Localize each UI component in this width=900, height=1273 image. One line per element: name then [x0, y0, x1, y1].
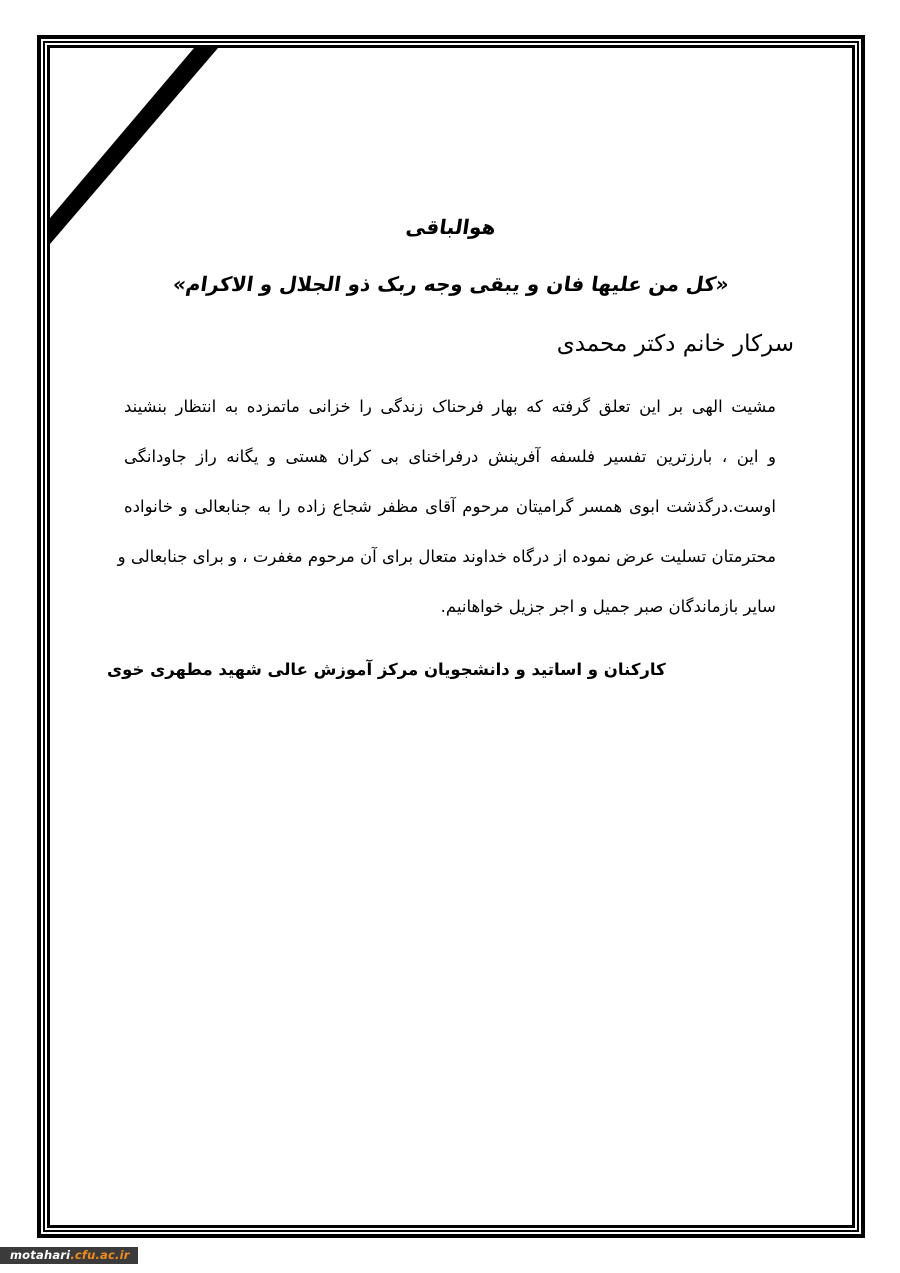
notice-content — [50, 214, 852, 1228]
mourning-frame-outer — [37, 35, 865, 1238]
body-line: محترمتان تسلیت عرض نموده از درگاه خداوند متعال برای آن مرحوم مغفرت ، و برای جنابعالی و — [117, 547, 776, 566]
body-line: مشیت الهی بر این تعلق گرفته که بهار فرحناک زندگی را خزانی ماتمزده به انتظار بنشیند — [124, 397, 776, 416]
signature-line: کارکنان و اساتید و دانشجویان مرکز آموزش عالی شهید مطهری خوی — [107, 660, 666, 679]
watermark-site-domain: .cfu.ac.ir — [70, 1248, 130, 1262]
memorial-title: هوالباقی — [404, 215, 498, 239]
body-line: و این ، بارزترین تفسیر فلسفه آفرینش درفراخنای بی کران هستی و یگانه راز جاودانگی — [124, 447, 776, 466]
addressee-line: سرکار خانم دکتر محمدی — [556, 331, 794, 357]
body-line: سایر بازماندگان صبر جمیل و اجر جزیل خواهانیم. — [440, 597, 776, 616]
watermark-site-name: motahari — [10, 1248, 71, 1262]
body-line: اوست.درگذشت ابوی همسر گرامیتان مرحوم آقای مظفر شجاع زاده را به جنابعالی و خانواده — [124, 497, 776, 516]
condolence-body — [50, 382, 852, 632]
site-watermark — [0, 1247, 138, 1264]
mourning-frame-middle — [43, 41, 859, 1232]
mourning-frame-inner — [47, 45, 855, 1228]
quran-verse: «کل من علیها فان و یبقی وجه ربک ذو الجلال و الاکرام» — [171, 272, 731, 296]
